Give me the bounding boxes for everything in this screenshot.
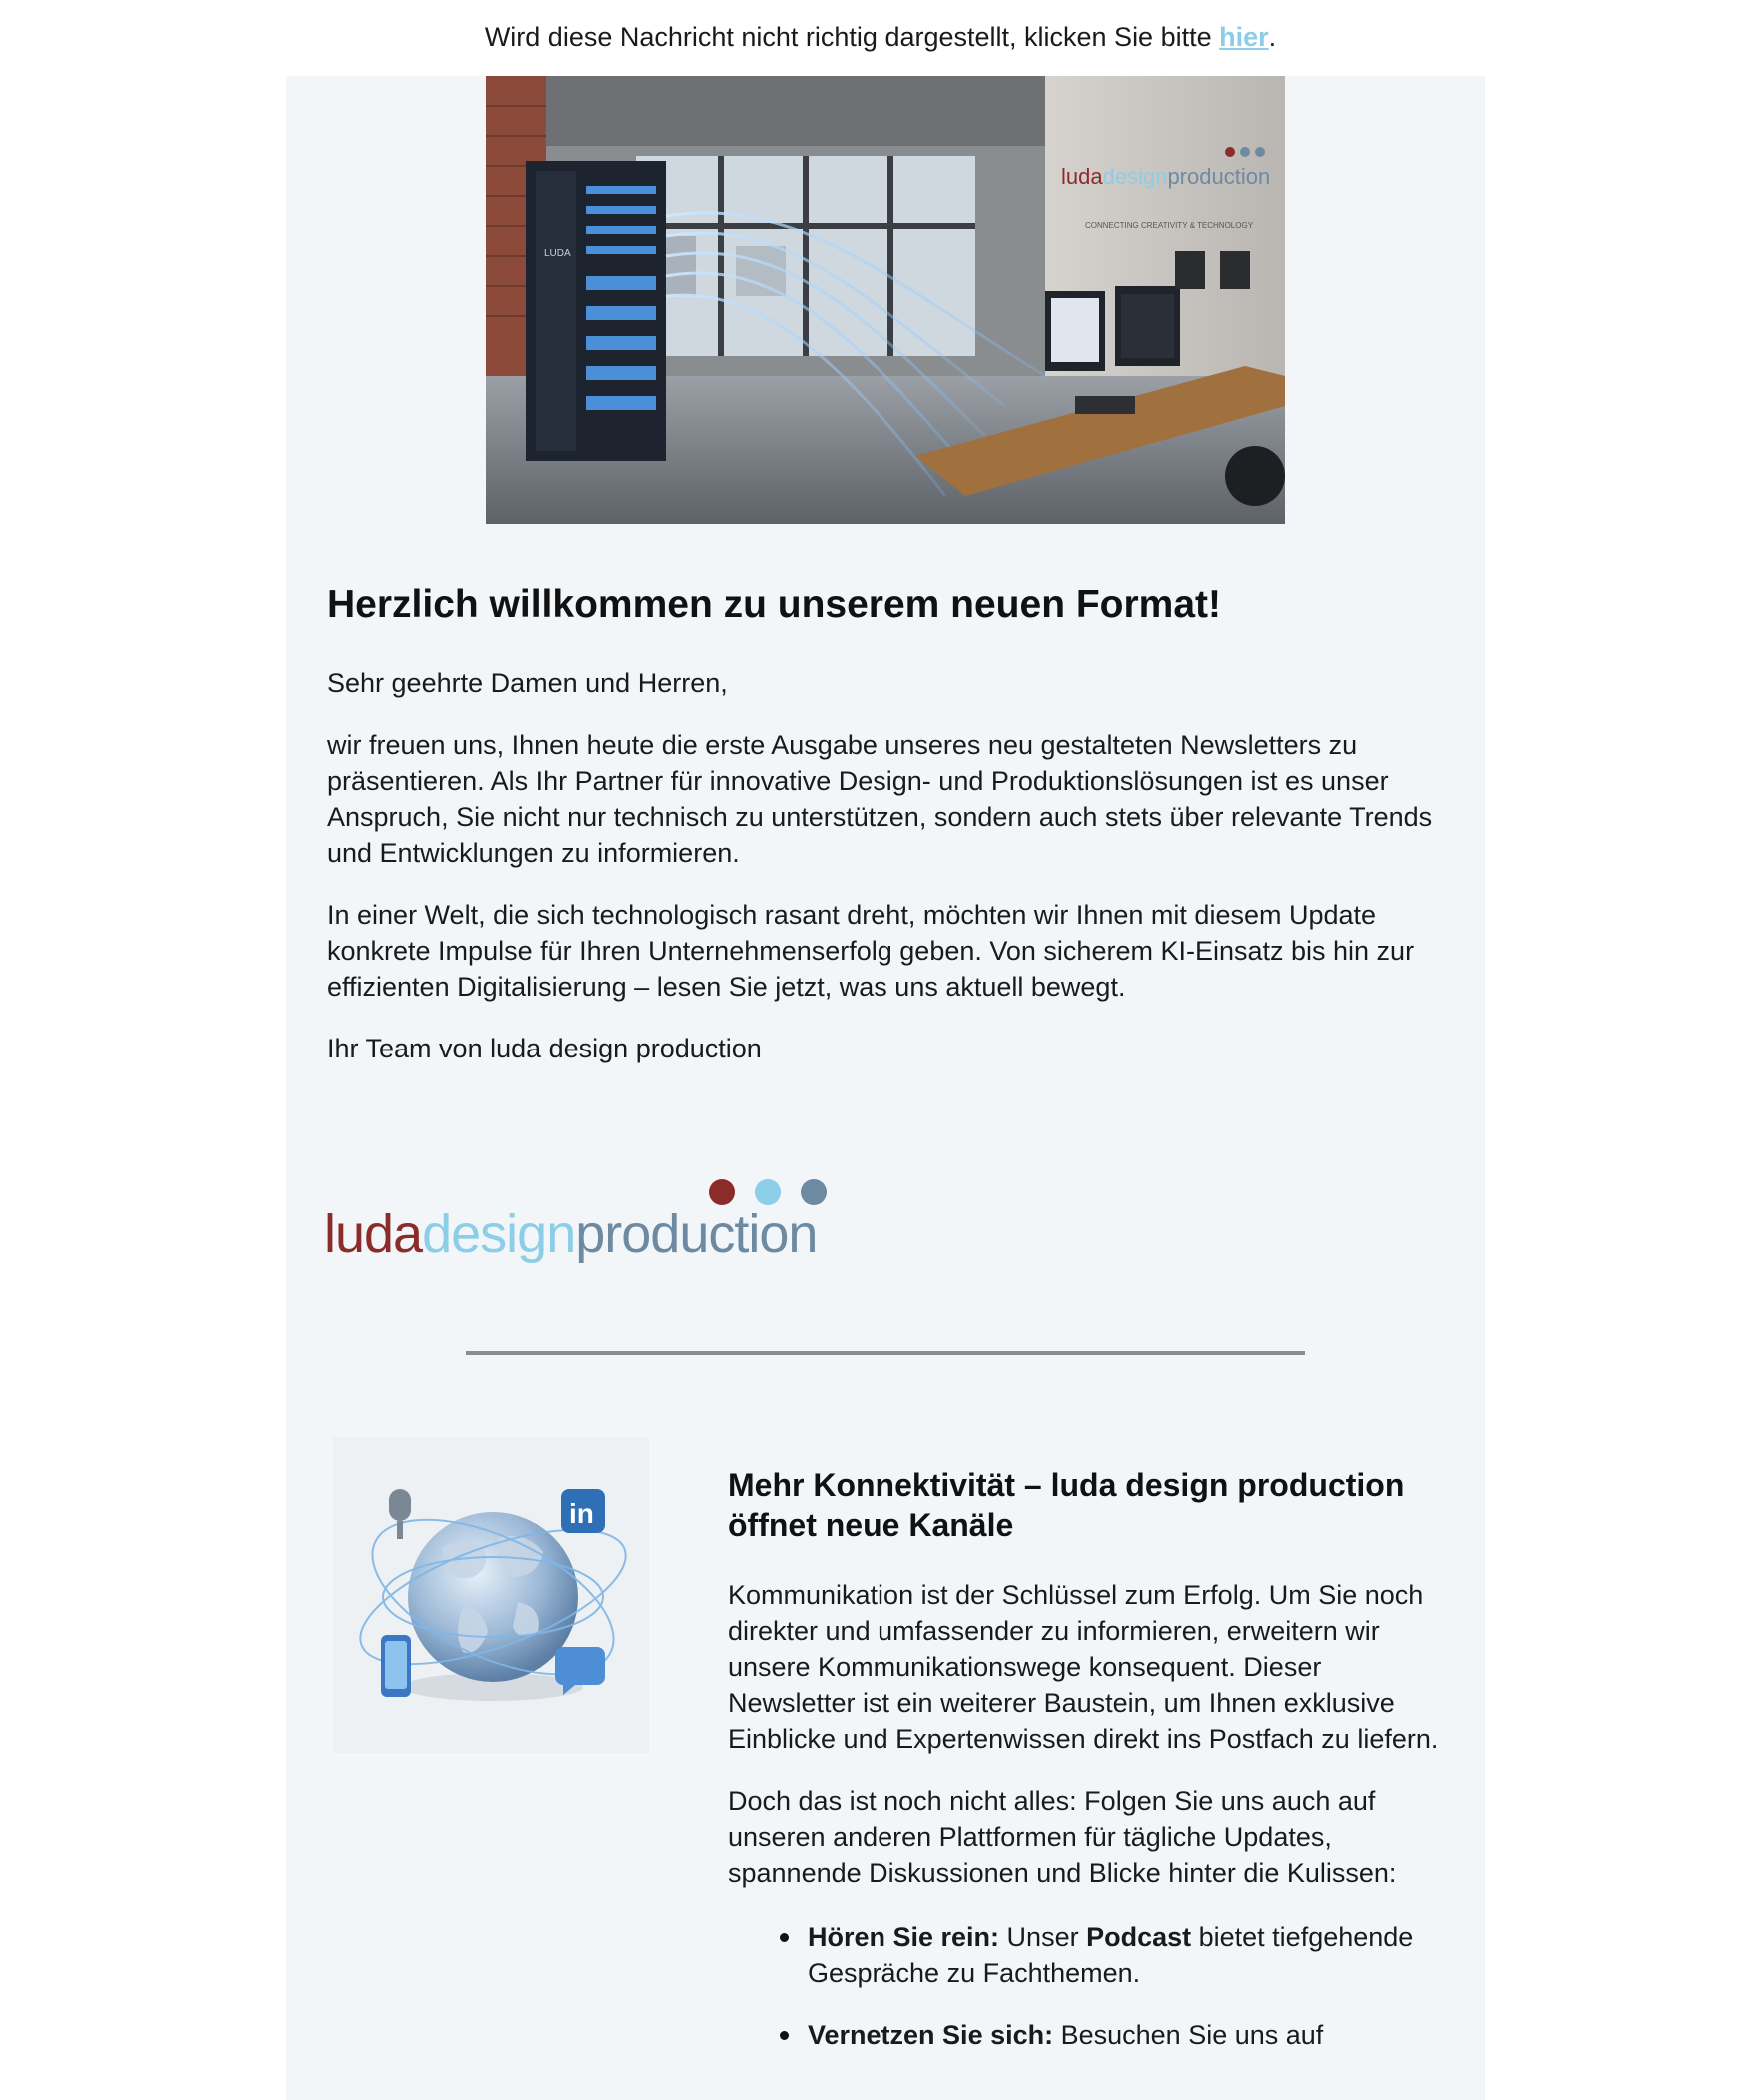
- svg-text:in: in: [569, 1498, 594, 1529]
- logo-wordmark: ludadesignproduction: [324, 1204, 818, 1264]
- article-paragraph-1: Kommunikation ist der Schlüssel zum Erfolg. Um Sie noch direkter und umfassender zu informieren, erweitern wir unsere Kommunikationswege konsequent. Dieser Newsletter ist ein weiterer Baustein, um Ihnen exklusive Einblicke und Expertenwissen direkt ins Postfach zu liefern.: [728, 1580, 1439, 1754]
- preheader-text: Wird diese Nachricht nicht richtig dargestellt, klicken Sie bitte: [484, 22, 1220, 52]
- office-hero-image-icon: [486, 76, 1285, 524]
- welcome-paragraph-1: wir freuen uns, Ihnen heute die erste Ausgabe unseres neu gestalteten Newsletters zu präsentieren. Als Ihr Partner für innovative Design- und Produktionslösungen ist es unser Anspruch, Sie nicht nur technisch zu unterstützen, sondern auch stets über relevante Trends und Entwicklungen zu informieren.: [327, 729, 1433, 868]
- section-divider: [466, 1351, 1305, 1355]
- preheader-suffix: .: [1268, 22, 1277, 52]
- hero-tagline: CONNECTING CREATIVITY & TECHNOLOGY: [1085, 221, 1254, 230]
- welcome-paragraph-2: In einer Welt, die sich technologisch rasant dreht, möchten wir Ihnen mit diesem Update konkrete Impulse für Ihren Unternehmenserfolg geben. Von sicherem KI-Einsatz bis hin zur effizienten Digitalisierung – lesen Sie jetzt, was uns aktuell bewegt.: [327, 899, 1415, 1002]
- list-item-network: Vernetzen Sie sich: Besuchen Sie uns auf: [808, 2017, 1447, 2053]
- article-connectivity: [728, 1465, 1447, 2079]
- newsletter-content: [286, 76, 1485, 2100]
- view-online-link[interactable]: hier: [1219, 22, 1269, 52]
- article-paragraph-2: Doch das ist noch nicht alles: Folgen Sie uns auch auf unseren anderen Plattformen für tägliche Updates, spannende Diskussionen und Blicke hinter die Kulissen:: [728, 1786, 1397, 1888]
- welcome-greeting: Sehr geehrte Damen und Herren,: [327, 667, 728, 698]
- luda-logo-icon: [324, 1100, 834, 1285]
- company-logo: [324, 1100, 834, 1285]
- welcome-section: [327, 582, 1446, 1092]
- preheader: [0, 22, 1761, 53]
- hero-image: [486, 76, 1285, 524]
- rack-label: LUDA: [544, 248, 571, 259]
- welcome-signature: Ihr Team von luda design production: [327, 1033, 762, 1063]
- welcome-title: Herzlich willkommen zu unserem neuen Format!: [327, 583, 1222, 626]
- hero-logo-text: ludadesignproduction: [1061, 164, 1271, 189]
- list-item-podcast: Hören Sie rein: Unser Podcast bietet tiefgehende Gespräche zu Fachthemen.: [808, 1919, 1447, 1991]
- channel-list: [728, 1919, 1447, 2053]
- article-title: Mehr Konnektivität – luda design production öffnet neue Kanäle: [728, 1467, 1405, 1543]
- connectivity-image: [333, 1437, 649, 1753]
- globe-icon: [333, 1437, 649, 1753]
